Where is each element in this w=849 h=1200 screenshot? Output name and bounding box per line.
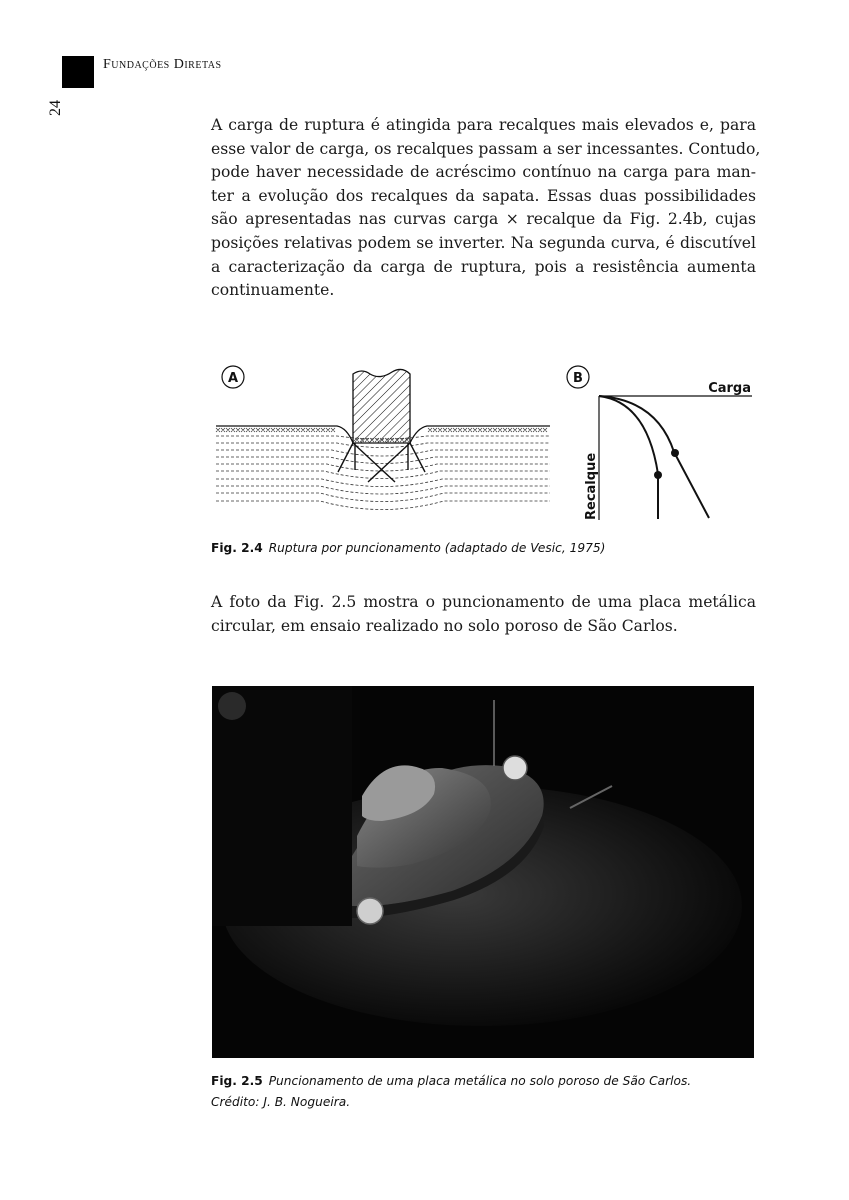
panel-b-label: B — [573, 371, 583, 386]
dial-gauge-2 — [357, 898, 383, 924]
paragraph-line: continuamente. — [211, 281, 335, 300]
figure-2-4a-punching-diagram — [212, 362, 557, 532]
caption-label: Fig. 2.5 — [211, 1074, 263, 1088]
curve-1-failure-point — [654, 471, 662, 479]
figure-2-4-caption — [211, 538, 605, 559]
header-black-square — [62, 56, 94, 88]
panel-a-badge — [222, 366, 244, 388]
paragraph-line: A foto da Fig. 2.5 mostra o puncionamento de uma placa metálica — [211, 593, 756, 611]
paragraph-line: a caracterização da carga de ruptura, pois a resistência aumenta — [211, 257, 756, 276]
paragraph-line: são apresentadas nas curvas carga × recalque da Fig. 2.4b, cujas — [211, 210, 756, 229]
caption-text: Puncionamento de uma placa metálica no solo poroso de São Carlos. — [268, 1074, 692, 1088]
figure-2-5-photo — [212, 686, 754, 1058]
corner-object — [218, 692, 246, 720]
paragraph-line: circular, em ensaio realizado no solo poroso de São Carlos. — [211, 616, 678, 635]
soil-layers — [216, 436, 550, 510]
paragraph-line: esse valor de carga, os recalques passam a ser incessantes. Contudo, — [211, 139, 761, 158]
footing-shape — [353, 369, 410, 443]
y-axis-label: Recalque — [584, 452, 599, 520]
panel-b-badge — [567, 366, 589, 388]
paragraph-line: A carga de ruptura é atingida para recalques mais elevados e, para — [211, 116, 756, 134]
figure-2-5-caption — [211, 1071, 691, 1113]
paragraph-line: ter a evolução dos recalques da sapata. Essas duas possibilidades — [211, 186, 756, 205]
x-axis-label: Carga — [708, 381, 751, 396]
paragraph-2 — [211, 591, 756, 638]
panel-a-label: A — [227, 371, 239, 386]
paragraph-line: pode haver necessidade de acréscimo contínuo na carga para man- — [211, 163, 756, 182]
paragraph-line: posições relativas podem se inverter. Na segunda curva, é discutível — [211, 233, 756, 252]
paragraph-1 — [211, 114, 761, 303]
caption-text: Ruptura por puncionamento (adaptado de Vesic, 1975) — [268, 541, 606, 555]
caption-credit: Crédito: J. B. Nogueira. — [211, 1095, 351, 1109]
dial-gauge-1 — [503, 756, 527, 780]
page-number: 24 — [47, 100, 64, 116]
running-head: Fundações Diretas — [103, 57, 222, 72]
curve-2-failure-point — [671, 449, 679, 457]
figure-2-4b-load-settlement-curves — [562, 362, 762, 527]
dark-frame — [212, 686, 352, 926]
caption-label: Fig. 2.4 — [211, 541, 263, 555]
